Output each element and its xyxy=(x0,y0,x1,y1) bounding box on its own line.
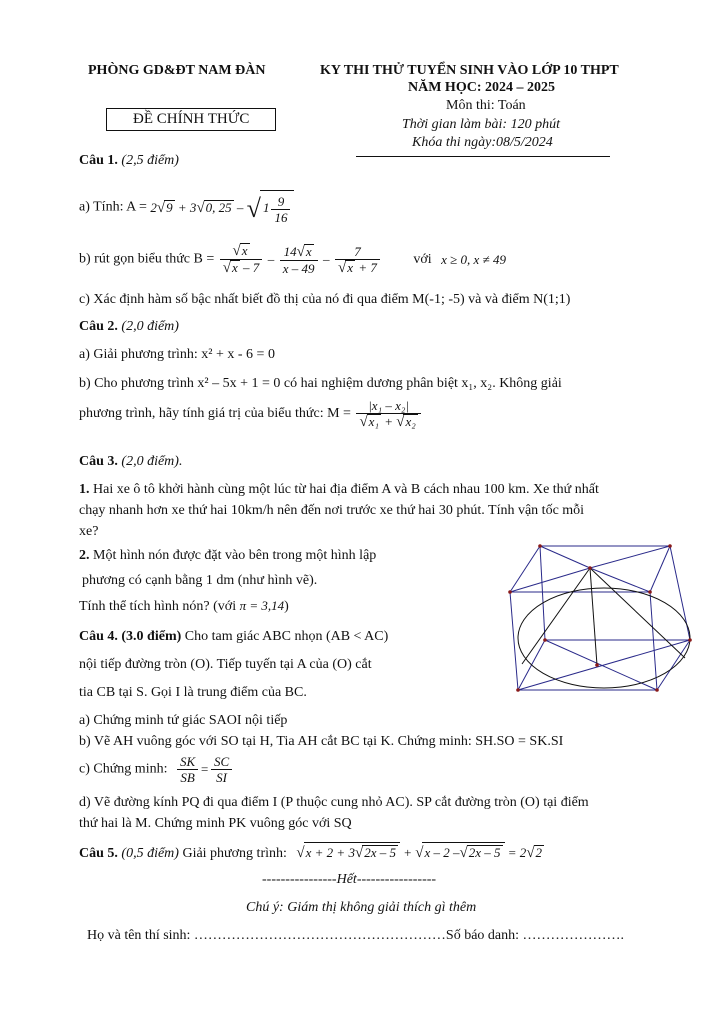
q4d-line2: thứ hai là M. Chứng minh PK vuông góc với SQ xyxy=(79,816,352,831)
q3-points: (2,0 điểm). xyxy=(121,454,183,469)
q1-points: (2,5 điểm) xyxy=(121,153,179,168)
q1a xyxy=(79,190,294,225)
q1b-condition: x ≥ 0, x ≠ 49 xyxy=(441,251,506,267)
q1b-f1-num: x xyxy=(241,243,248,258)
q5 xyxy=(79,842,544,862)
q3-p1-line3: xe? xyxy=(79,524,99,539)
q3-p2-line1 xyxy=(79,548,376,564)
q4-line1 xyxy=(79,629,388,645)
q4c-label: c) Chứng minh: xyxy=(79,761,168,777)
q2-heading xyxy=(79,319,179,335)
q3-p1-num: 1. xyxy=(79,482,90,497)
q3-p2-text1: Một hình nón được đặt vào bên trong một hình lập xyxy=(93,548,377,563)
q1a-expression: 2√9 + 3√0, 25 – √ 1 $\frac{9}{16}$ xyxy=(150,200,294,215)
exam-date: Khóa thi ngày:08/5/2024 xyxy=(412,135,553,150)
q4c-n1: SK xyxy=(177,754,198,770)
q1a-r2: 0, 25 xyxy=(205,200,232,215)
q3-p2-close: ) xyxy=(284,599,289,614)
q4-text1: Cho tam giác ABC nhọn (AB < AC) xyxy=(184,629,389,644)
q1a-minus: – xyxy=(236,200,244,215)
q3-p1-line2: chạy nhanh hơn xe thứ hai 10km/h nên đến nơi trước xe thứ hai 30 phút. Tính vận tốc mỗi xyxy=(79,503,585,518)
duration: Thời gian làm bài: 120 phút xyxy=(402,117,560,132)
q1a-num: 9 xyxy=(271,194,290,210)
q2b-line2: phương trình, hãy tính giá trị của biểu thức: M = $\frac{\text{|x₁ – x₂|}}{\text{√x₁ + √x₂}}$ xyxy=(79,398,423,430)
q4a: a) Chứng minh tứ giác SAOI nội tiếp xyxy=(79,713,288,728)
q3-p2-line2: phương có cạnh bằng 1 dm (như hình vẽ). xyxy=(82,573,318,588)
q1a-label: a) Tính: A = xyxy=(79,199,147,215)
q5-r1: 2x – 5 xyxy=(364,845,396,860)
q5-title: Câu 5. xyxy=(79,846,118,861)
q1b: b) rút gọn biểu thức B = $\frac{√x}{√x - 7}$ – $\frac{14√x}{x - 49}$ – $\frac{7}{√x + 7}$ với x ≥ 0, x ≠ 49 xyxy=(79,243,506,276)
q2-title: Câu 2. xyxy=(79,319,118,334)
exam-year: NĂM HỌC: 2024 – 2025 xyxy=(408,80,555,95)
q3-pi: π = 3,14 xyxy=(239,598,285,613)
q1b-f2-coef: 14 xyxy=(283,243,297,259)
cone-in-cube-figure xyxy=(500,540,692,712)
dept-name: PHÒNG GD&ĐT NAM ĐÀN xyxy=(88,63,266,78)
q5-r3: 2 xyxy=(535,845,543,860)
q5-eq: = 2 xyxy=(507,845,527,860)
q1b-f3-num: 7 xyxy=(335,244,380,260)
end-word: Hết xyxy=(336,872,357,887)
q2b-m-den1: x₁ xyxy=(368,414,379,429)
q5-inner2: x – 2 – xyxy=(424,845,460,860)
q3-p2-num: 2. xyxy=(79,548,90,563)
q1b-cond-label: với xyxy=(413,251,432,267)
end-dashes-right: ----------------- xyxy=(356,872,437,887)
q5-inner1: x + 2 + 3 xyxy=(305,845,355,860)
end-dashes-left: ---------------- xyxy=(262,872,337,887)
q2b-line1: b) Cho phương trình x² – 5x + 1 = 0 có hai nghiệm dương phân biệt x₁, x₂. Không giải xyxy=(79,376,562,391)
q5-plus: + xyxy=(403,845,412,860)
q4-title: Câu 4. (3.0 điểm) xyxy=(79,629,182,644)
q1b-f3-den: + 7 xyxy=(358,259,377,275)
q4c-d1: SB xyxy=(180,770,195,785)
subject: Môn thi: Toán xyxy=(446,98,526,113)
q4c-eq: = xyxy=(200,761,209,777)
q3-p2-text3: Tính thể tích hình nón? (với xyxy=(79,599,237,614)
header-divider xyxy=(356,156,610,157)
q2b-m-num: |x₁ – x₂| xyxy=(356,398,420,414)
q3-p1-line1 xyxy=(79,482,599,498)
q2a: a) Giải phương trình: x² + x - 6 = 0 xyxy=(79,347,275,362)
q1a-c1: 2 xyxy=(150,200,157,215)
q1b-f2-den: x – 49 xyxy=(282,260,315,276)
q4d-line1: d) Vẽ đường kính PQ đi qua điểm I (P thuộc cung nhỏ AC). SP cắt đường tròn (O) tại điểm xyxy=(79,795,589,810)
q1b-label: b) rút gọn biểu thức B = xyxy=(79,251,215,267)
q1a-plus: + 3 xyxy=(177,200,197,215)
q1-title: Câu 1. xyxy=(79,153,118,168)
q3-title: Câu 3. xyxy=(79,454,118,469)
q5-text: Giải phương trình: xyxy=(182,846,287,861)
q4-line3: tia CB tại S. Gọi I là trung điểm của BC. xyxy=(79,685,307,700)
official-stamp: ĐỀ CHÍNH THỨC xyxy=(106,108,276,131)
q5-r2: 2x – 5 xyxy=(468,845,501,860)
q4c-n2: SC xyxy=(211,754,232,770)
q3-p2-line3 xyxy=(79,598,289,615)
q1b-f1-den: – 7 xyxy=(243,260,260,275)
exam-title: KY THI THỬ TUYỂN SINH VÀO LỚP 10 THPT xyxy=(320,63,619,78)
q2b-label: phương trình, hãy tính giá trị của biểu thức: M = xyxy=(79,406,351,421)
q4c-d2: SI xyxy=(216,770,227,785)
q3-heading xyxy=(79,454,182,470)
q4-line2: nội tiếp đường tròn (O). Tiếp tuyến tại A của (O) cắt xyxy=(79,657,372,672)
q4c xyxy=(79,754,234,785)
q1a-den: 16 xyxy=(274,209,288,225)
q1a-whole: 1 xyxy=(262,200,270,215)
q5-points: (0,5 điểm) xyxy=(121,846,179,861)
end-line xyxy=(262,872,436,888)
q1a-mixed xyxy=(260,190,295,225)
q1c: c) Xác định hàm số bậc nhất biết đồ thị của nó đi qua điểm M(-1; -5) và và điểm N(1;1) xyxy=(79,292,571,307)
q4b: b) Vẽ AH vuông góc với SO tại H, Tia AH cắt BC tại K. Chứng minh: SH.SO = SK.SI xyxy=(79,734,564,749)
q1-heading xyxy=(79,153,179,169)
q3-p1-text1: Hai xe ô tô khởi hành cùng một lúc từ hai địa điểm A và B cách nhau 100 km. Xe thứ nhất xyxy=(93,482,599,497)
q1a-r1: 9 xyxy=(166,200,173,215)
q2b-m-den2: x₂ xyxy=(405,414,416,429)
candidate-info: Họ và tên thí sinh: ………………………………………………Số báo danh: …………………. xyxy=(87,928,625,943)
note: Chú ý: Giám thị không giải thích gì thêm xyxy=(246,900,477,915)
q2-points: (2,0 điểm) xyxy=(121,319,179,334)
q5-equation: √x + 2 + 3√2x – 5 + √x – 2 –√2x – 5 = 2√2 xyxy=(296,845,544,860)
